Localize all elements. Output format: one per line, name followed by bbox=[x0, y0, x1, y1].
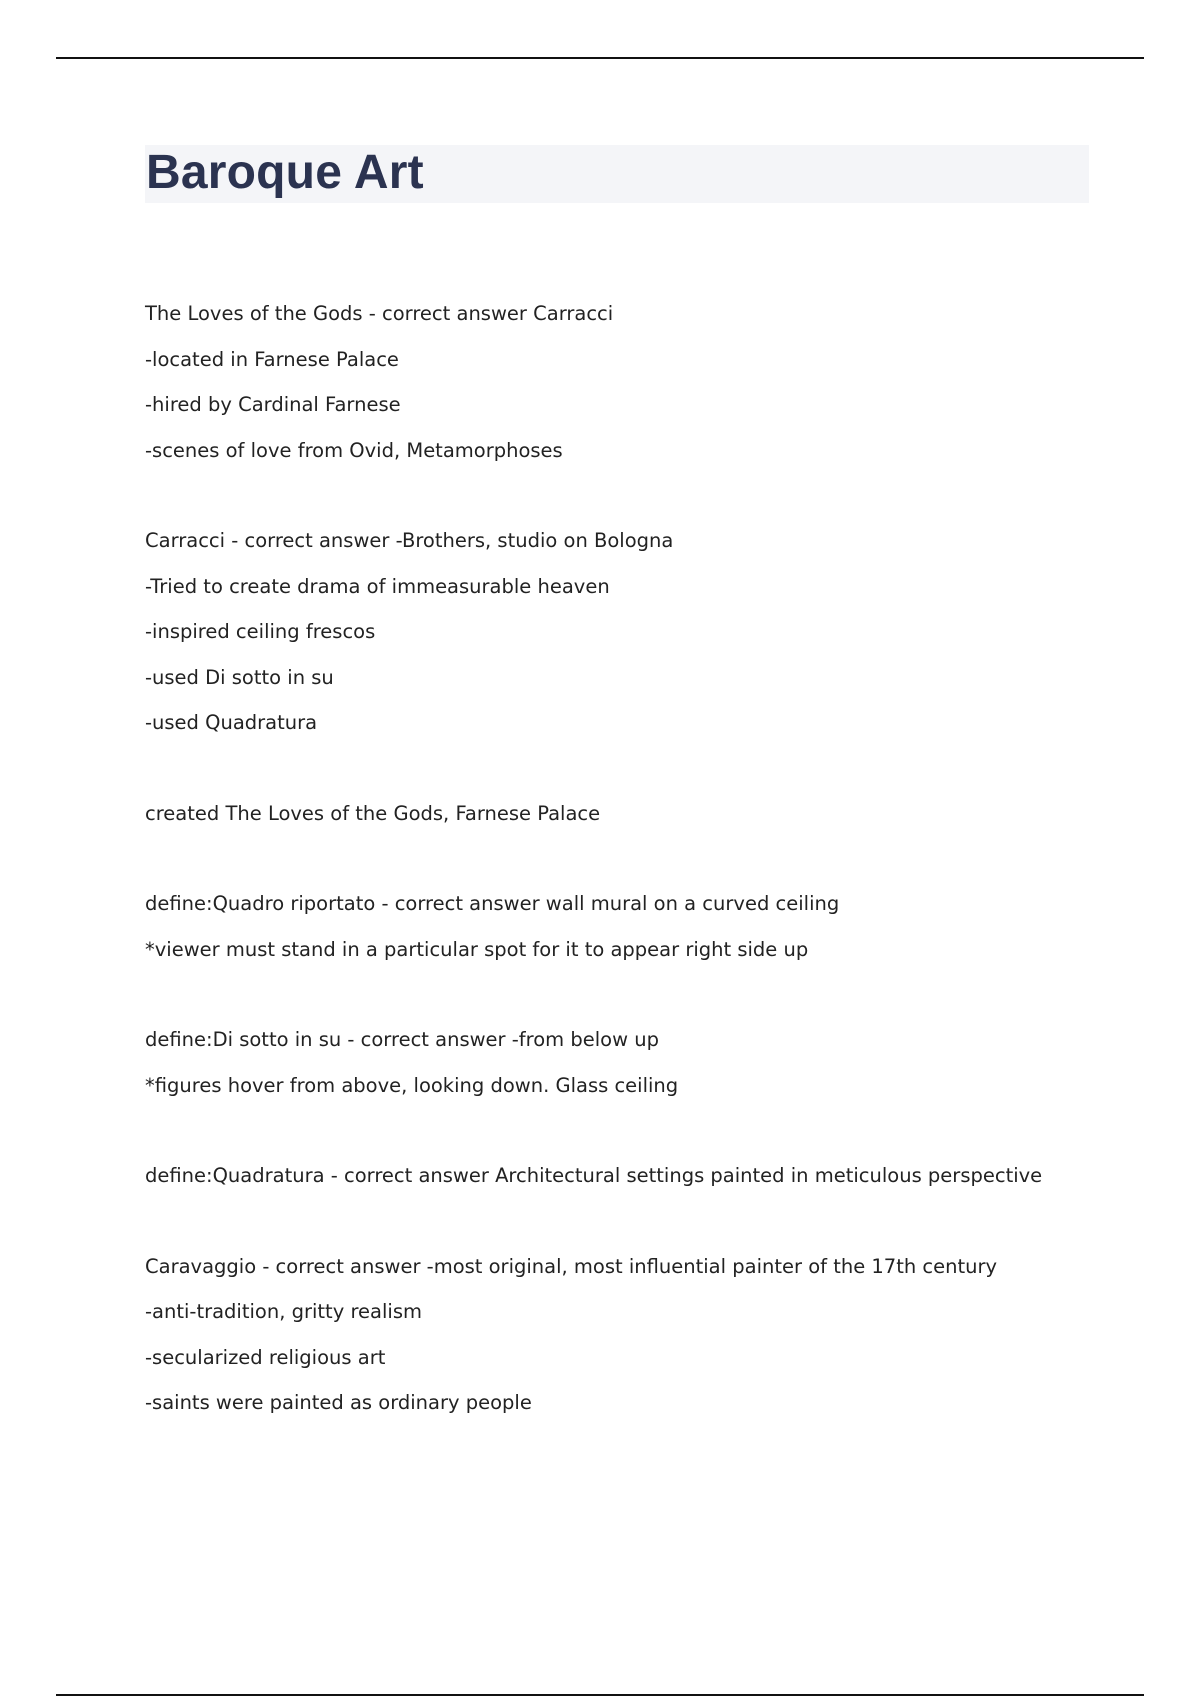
text-line: define:Quadratura - correct answer Architectural settings painted in meticulous perspective bbox=[145, 1164, 1043, 1187]
text-line: -scenes of love from Ovid, Metamorphoses bbox=[145, 438, 563, 462]
document-title: Baroque Art bbox=[146, 146, 424, 199]
text-line: -anti-tradition, gritty realism bbox=[145, 1300, 422, 1323]
text-line: -inspired ceiling frescos bbox=[145, 620, 376, 643]
qa-block-carracci bbox=[145, 518, 1105, 746]
text-line: -hired by Cardinal Farnese bbox=[145, 393, 401, 416]
bottom-divider bbox=[56, 1694, 1144, 1696]
top-divider bbox=[56, 57, 1144, 59]
text-line: -located in Farnese Palace bbox=[145, 347, 399, 371]
text-line: -used Quadratura bbox=[145, 711, 318, 734]
text-line: The Loves of the Gods - correct answer Carracci bbox=[145, 302, 614, 325]
text-line: Carracci - correct answer -Brothers, studio on Bologna bbox=[145, 529, 674, 552]
text-line: -Tried to create drama of immeasurable heaven bbox=[145, 574, 610, 598]
qa-block-loves-of-the-gods bbox=[145, 291, 1105, 473]
text-line: -saints were painted as ordinary people bbox=[145, 1391, 532, 1414]
document-body bbox=[145, 291, 1105, 1471]
text-line: define:Di sotto in su - correct answer -from below up bbox=[145, 1028, 659, 1051]
qa-block-quadro-riportato bbox=[145, 881, 1105, 972]
text-line: *viewer must stand in a particular spot for it to appear right side up bbox=[145, 937, 809, 961]
text-line: -used Di sotto in su bbox=[145, 665, 334, 689]
qa-block-quadratura bbox=[145, 1153, 1105, 1199]
qa-block-carracci-created bbox=[145, 791, 1105, 837]
text-line: define:Quadro riportato - correct answer wall mural on a curved ceiling bbox=[145, 892, 840, 915]
text-line: -secularized religious art bbox=[145, 1345, 386, 1369]
qa-block-caravaggio bbox=[145, 1244, 1105, 1426]
text-line: created The Loves of the Gods, Farnese Palace bbox=[145, 801, 601, 825]
qa-block-di-sotto-in-su bbox=[145, 1017, 1105, 1108]
text-line: Caravaggio - correct answer -most original, most influential painter of the 17th century bbox=[145, 1254, 998, 1278]
text-line: *figures hover from above, looking down. Glass ceiling bbox=[145, 1073, 679, 1097]
